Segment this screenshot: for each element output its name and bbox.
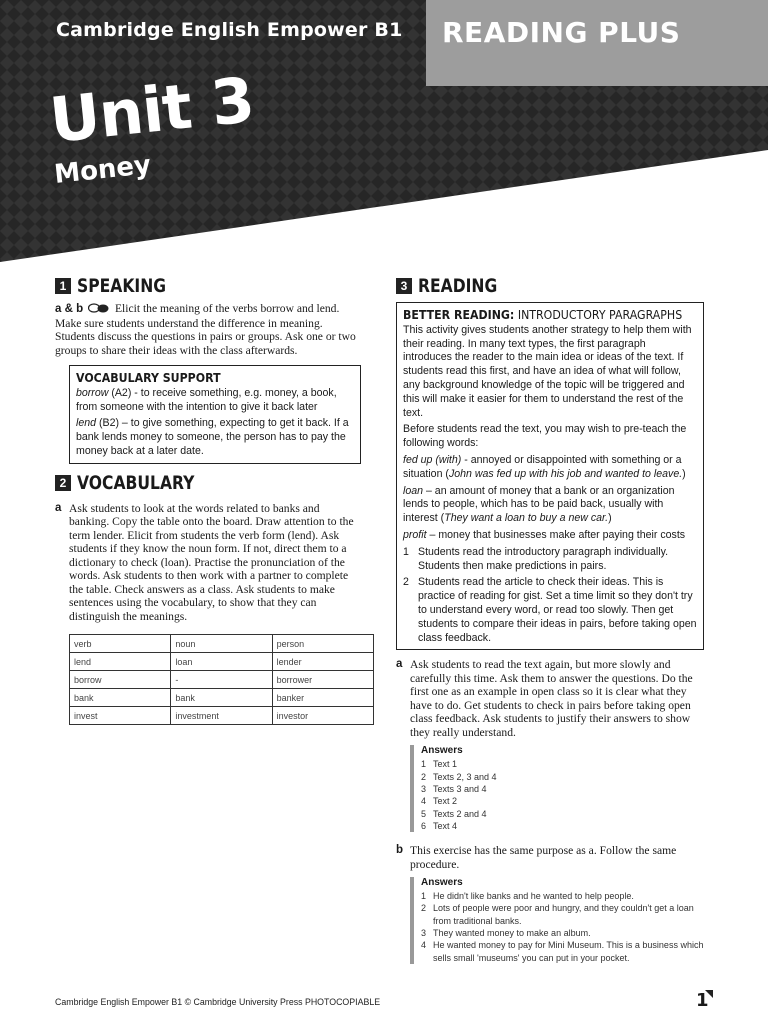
vocabulary-text: Ask students to look at the words related to banks and banking. Copy the table onto the board. Draw attention to the term lender. Elicit from students the verb form (lend). Ask students if they know the noun form. If not, direct them to a dictionary to check (loan). Practise the pronunciation of the words. Ask students to then work with a partner to complete the table. Check answers as a class. Ask students to make sentences using the vocabulary, to show that they can distinguish the meanings. [69, 501, 354, 623]
section-number: 2 [55, 475, 71, 491]
preteach-paragraph: Before students read the text, you may wish to pre-teach the following words: [403, 423, 687, 450]
answer-item [421, 890, 704, 902]
exercise-label: a & b [55, 303, 84, 315]
table-row [70, 635, 374, 653]
table-header-cell: person [272, 635, 373, 653]
answer-item [421, 939, 704, 964]
footer-copyright: Cambridge English Empower B1 © Cambridge University Press PHOTOCOPIABLE [55, 997, 381, 1007]
item-number: 1 [421, 759, 427, 770]
page-number: 1 [696, 990, 709, 1011]
item-number: 2 [421, 771, 427, 782]
item-text: Students read the article to check their ideas. This is practice of reading for gist. Set a time limit so they don't try to understand every word, or read too slowly. Then get students to compare their ideas in pairs, before taking open class feedback. [418, 576, 697, 644]
term: loan [403, 484, 424, 497]
definition-profit [403, 529, 697, 543]
table-row [70, 671, 374, 689]
answers-title: Answers [421, 745, 463, 757]
definition-lend [76, 417, 354, 458]
vocabulary-support-box [69, 365, 361, 464]
exercise-label: a [396, 658, 403, 671]
table-cell: investor [272, 707, 373, 725]
item-text: Texts 2, 3 and 4 [433, 771, 497, 782]
item-number: 4 [421, 940, 427, 951]
reading-a-instructions [396, 658, 704, 739]
answers-b-list [421, 890, 704, 964]
item-number: 6 [421, 820, 427, 831]
page-header [0, 0, 768, 262]
vocabulary-heading [55, 472, 361, 494]
example: They want a loan to buy a new car. [444, 512, 609, 525]
paren: ) [682, 467, 686, 480]
table-cell: investment [171, 707, 272, 725]
item-number: 3 [421, 928, 427, 938]
speaking-text: Elicit the meaning of the verbs borrow and lend. Make sure students understand the difference in meaning. Students discuss the questions in pairs or groups. Ask one or two groups to share their ideas with the class afterwards. [55, 302, 356, 357]
list-item [403, 576, 697, 645]
table-cell: bank [171, 689, 272, 707]
item-number: 4 [421, 796, 427, 807]
item-text: Text 1 [433, 759, 458, 770]
section-number: 3 [396, 278, 412, 294]
item-number: 2 [421, 903, 427, 914]
term: fed up (with) [403, 453, 462, 466]
table-cell: lend [70, 653, 171, 671]
box-title-bold: BETTER READING: [403, 307, 515, 322]
table-cell: bank [70, 689, 171, 707]
vocabulary-instructions [55, 502, 361, 624]
item-number: 3 [421, 783, 427, 794]
answers-a-list [421, 758, 704, 832]
reading-b-instructions [396, 844, 704, 871]
answers-a [410, 745, 704, 832]
intro-paragraph: This activity gives students another strategy to help them with their reading. In many text types, the first paragraph introduces the reader to the main idea or ideas of the text. If students read this first, and have an idea of what will follow, any background knowledge of the topic will be triggered and this will make it easier for them to understand the rest of the text. [403, 323, 692, 419]
table-cell: banker [272, 689, 373, 707]
reading-a-text: Ask students to read the text again, but more slowly and carefully this time. Ask them to answer the questions. Do the first one as an example in open class so it is clear what they have to do. Get students to check in pairs before taking open class feedback. Ask students to justify their answers to show they really understand. [410, 658, 693, 739]
item-text: They wanted money to make an album. [433, 928, 591, 938]
unit-subtitle: Money [52, 150, 153, 190]
right-column [396, 275, 704, 964]
answer-item [421, 820, 704, 832]
answer-item [421, 783, 704, 795]
term: borrow [76, 386, 109, 399]
answer-item [421, 795, 704, 807]
item-number: 1 [403, 545, 409, 558]
unit-title: Unit 3 [46, 63, 257, 157]
table-cell: - [171, 671, 272, 689]
answers-title: Answers [421, 877, 463, 889]
reading-heading [396, 275, 704, 297]
item-number: 5 [421, 808, 427, 819]
box-title [403, 307, 683, 322]
table-row [70, 653, 374, 671]
reading-steps [403, 546, 697, 646]
exercise-label: b [396, 844, 404, 857]
definition: – money that businesses make after paying their costs [426, 528, 686, 541]
term: lend [76, 417, 97, 430]
answer-item [421, 808, 704, 820]
table-cell: invest [70, 707, 171, 725]
item-text: Texts 3 and 4 [433, 783, 487, 794]
item-text: Text 4 [433, 820, 458, 831]
item-text: He wanted money to pay for Mini Museum. This is a business which sells small 'museums' you can put in your pocket. [433, 940, 704, 963]
better-reading-box [396, 302, 704, 650]
item-text: Students read the introductory paragraph individually. Students then make predictions in pairs. [418, 545, 669, 572]
answer-item [421, 902, 704, 927]
section-title: READING [418, 275, 498, 297]
definition-loan [403, 485, 697, 526]
table-cell: borrower [272, 671, 373, 689]
speech-bubble-icon [88, 303, 110, 317]
vocabulary-table [69, 634, 374, 725]
corner-mark [705, 990, 713, 998]
exercise-label: a [55, 501, 62, 514]
answer-item [421, 771, 704, 783]
section-number: 1 [55, 278, 71, 294]
definition-borrow [76, 387, 354, 415]
table-header-cell: noun [171, 635, 272, 653]
definition-fed-up [403, 454, 697, 482]
table-header-cell: verb [70, 635, 171, 653]
item-text: He didn't like banks and he wanted to help people. [433, 891, 634, 902]
term: profit [403, 528, 427, 541]
speaking-instructions [55, 302, 361, 357]
reading-b-text: This exercise has the same purpose as a. Follow the same procedure. [410, 844, 677, 871]
brand-title: Cambridge English Empower B1 [56, 19, 403, 41]
left-column [55, 275, 361, 725]
paren: ) [608, 512, 612, 525]
box-title-light: INTRODUCTORY PARAGRAPHS [514, 307, 683, 322]
section-title: SPEAKING [77, 275, 167, 297]
section-title: VOCABULARY [77, 471, 195, 494]
answers-b [410, 877, 704, 964]
item-text: Lots of people were poor and hungry, and they couldn't get a loan from traditional banks. [433, 903, 694, 926]
list-item [403, 546, 697, 574]
definition: – an amount of money that a bank or an organization lends to people, which has to be paid back, usually with interest ( [403, 484, 675, 525]
table-cell: lender [272, 653, 373, 671]
answer-item [421, 758, 704, 770]
speaking-heading [55, 275, 361, 297]
definition: (B2) – to give something, expecting to get it back. If a bank lends money to someone, the person has to pay the money back at a later date. [76, 417, 349, 457]
table-row [70, 689, 374, 707]
definition: - annoyed or disappointed with something or a situation ( [403, 453, 682, 480]
definition: (A2) - to receive something, e.g. money, a book, from someone with the intention to give it back later [76, 386, 337, 413]
item-text: Text 2 [433, 796, 458, 807]
item-number: 2 [403, 576, 409, 589]
item-number: 1 [421, 891, 427, 902]
item-text: Texts 2 and 4 [433, 808, 487, 819]
box-title: VOCABULARY SUPPORT [76, 370, 221, 385]
table-cell: loan [171, 653, 272, 671]
example: John was fed up with his job and wanted to leave. [448, 467, 683, 480]
table-cell: borrow [70, 671, 171, 689]
answer-item [421, 927, 704, 939]
table-row [70, 707, 374, 725]
section-label: READING PLUS [442, 16, 681, 49]
